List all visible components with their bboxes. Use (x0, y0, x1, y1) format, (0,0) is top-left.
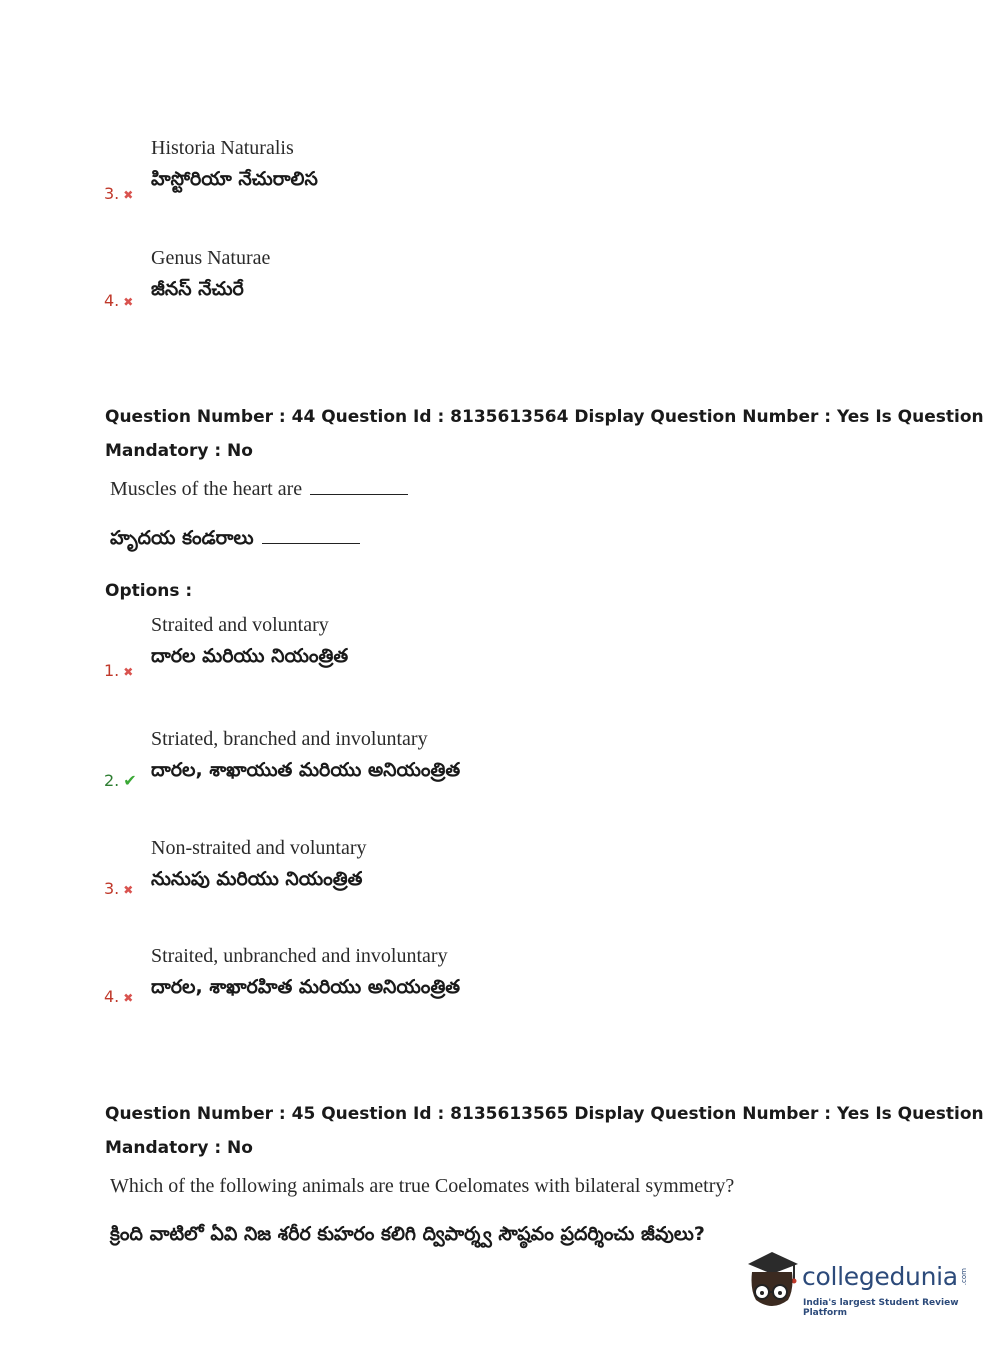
logo-name: collegedunia (802, 1262, 958, 1291)
wrong-mark-icon: ✖ (123, 295, 134, 309)
logo-tagline: India's largest Student Review Platform (803, 1298, 959, 1318)
question-header: Question Number : 44 Question Id : 8135613564 Display Question Number : Yes Is Question (105, 407, 984, 427)
question-mandatory: Mandatory : No (105, 441, 253, 461)
option-english: Non-straited and voluntary (151, 837, 367, 859)
student-mascot-icon (742, 1250, 802, 1314)
option-english: Straited and voluntary (151, 614, 329, 636)
question-text-telugu (110, 527, 360, 554)
option-telugu: హిస్టోరియా నేచురాలిస (151, 168, 318, 190)
question-text-english (110, 478, 408, 501)
option-number: 3. (104, 879, 120, 898)
answer-blank (262, 527, 360, 544)
logo-suffix: .com (960, 1268, 968, 1286)
question-text-telugu: క్రింది వాటిలో ఏవి నిజ శరీర కుహరం కలిగి ద్విపార్శ్వ సౌష్ఠవం ప్రదర్శించు జీవులు? (110, 1223, 705, 1245)
collegedunia-logo (742, 1250, 972, 1318)
option-number: 4. (104, 291, 120, 310)
option-english: Straited, unbranched and involuntary (151, 945, 448, 967)
option-telugu: దారల మరియు నియంత్రిత (151, 645, 349, 667)
option-telugu: నునుపు మరియు నియంత్రిత (151, 868, 363, 890)
wrong-mark-icon: ✖ (123, 991, 134, 1005)
option-english: Historia Naturalis (151, 137, 294, 159)
question-header: Question Number : 45 Question Id : 8135613565 Display Question Number : Yes Is Question (105, 1104, 984, 1124)
option-number: 3. (104, 184, 120, 203)
option-telugu: దారల, శాఖాయుత మరియు అనియంత్రిత (151, 759, 461, 781)
option-number: 2. (104, 771, 120, 790)
question-text: హృదయ కండరాలు (110, 527, 254, 549)
question-mandatory: Mandatory : No (105, 1138, 253, 1158)
option-telugu: దారల, శాఖారహిత మరియు అనియంత్రిత (151, 976, 461, 998)
option-telugu: జీనస్ నేచురే (151, 278, 244, 300)
wrong-mark-icon: ✖ (123, 665, 134, 679)
option-number: 4. (104, 987, 120, 1006)
answer-blank (310, 478, 408, 495)
option-english: Genus Naturae (151, 247, 271, 269)
correct-check-icon: ✔ (123, 771, 137, 790)
wrong-mark-icon: ✖ (123, 883, 134, 897)
option-number: 1. (104, 661, 120, 680)
option-english: Striated, branched and involuntary (151, 728, 428, 750)
question-text: Muscles of the heart are (110, 478, 303, 500)
options-label: Options : (105, 581, 193, 601)
wrong-mark-icon: ✖ (123, 188, 134, 202)
question-text-english: Which of the following animals are true Coelomates with bilateral symmetry? (110, 1175, 735, 1197)
